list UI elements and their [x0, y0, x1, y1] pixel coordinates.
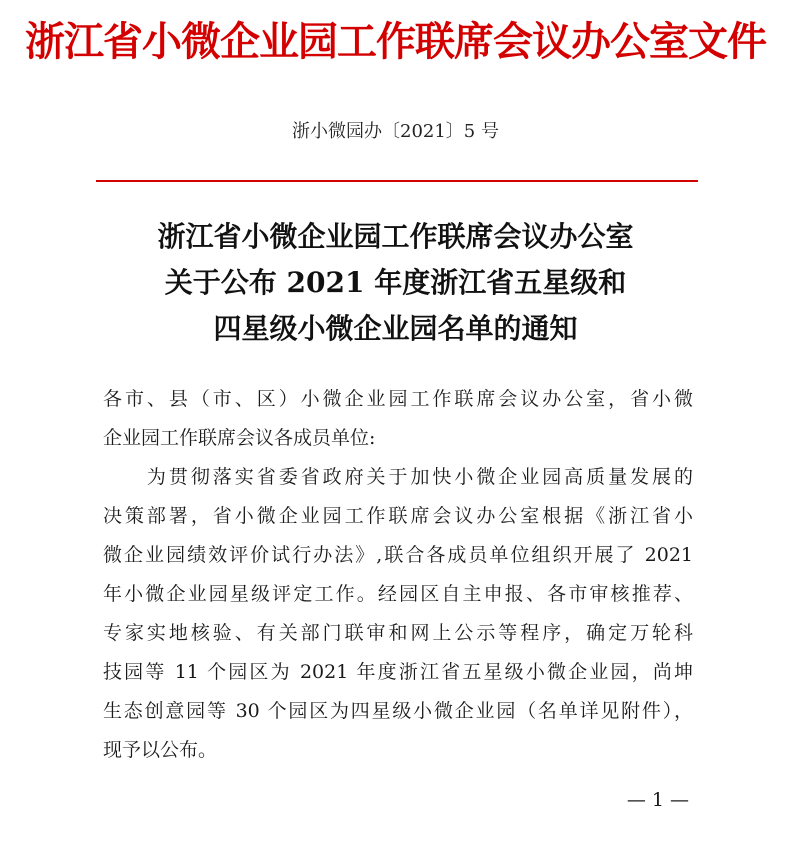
page-number: — 1 — — [626, 789, 689, 811]
body-line: 生态创意园等 30 个园区为四星级小微企业园（名单详见附件）， — [103, 700, 693, 722]
body-line: 专家实地核验、有关部门联审和网上公示等程序，确定万轮科 — [103, 622, 693, 644]
body-line: 决策部署，省小微企业园工作联席会议办公室根据《浙江省小 — [103, 505, 693, 527]
notice-title-line-1: 浙江省小微企业园工作联席会议办公室 — [157, 220, 634, 253]
notice-title-line-3: 四星级小微企业园名单的通知 — [213, 312, 578, 345]
body-line: 为贯彻落实省委省政府关于加快小微企业园高质量发展的 — [103, 466, 693, 488]
notice-body — [103, 380, 693, 770]
body-line: 企业园工作联席会议各成员单位: — [103, 427, 376, 449]
issuer-header: 浙江省小微企业园工作联席会议办公室文件 — [25, 18, 766, 65]
red-divider-line — [96, 180, 698, 182]
body-line: 各市、县（市、区）小微企业园工作联席会议办公室，省小微 — [103, 388, 693, 410]
document-number: 浙小微园办〔2021〕5 号 — [292, 121, 499, 142]
body-line: 微企业园绩效评价试行办法》,联合各成员单位组织开展了 2021 — [103, 544, 693, 566]
body-line: 年小微企业园星级评定工作。经园区自主申报、各市审核推荐、 — [103, 583, 693, 605]
body-line: 技园等 11 个园区为 2021 年度浙江省五星级小微企业园，尚坤 — [103, 661, 693, 683]
notice-title-line-2: 关于公布 2021 年度浙江省五星级和 — [164, 266, 627, 299]
notice-title — [0, 214, 791, 352]
body-line: 现予以公布。 — [103, 739, 218, 761]
